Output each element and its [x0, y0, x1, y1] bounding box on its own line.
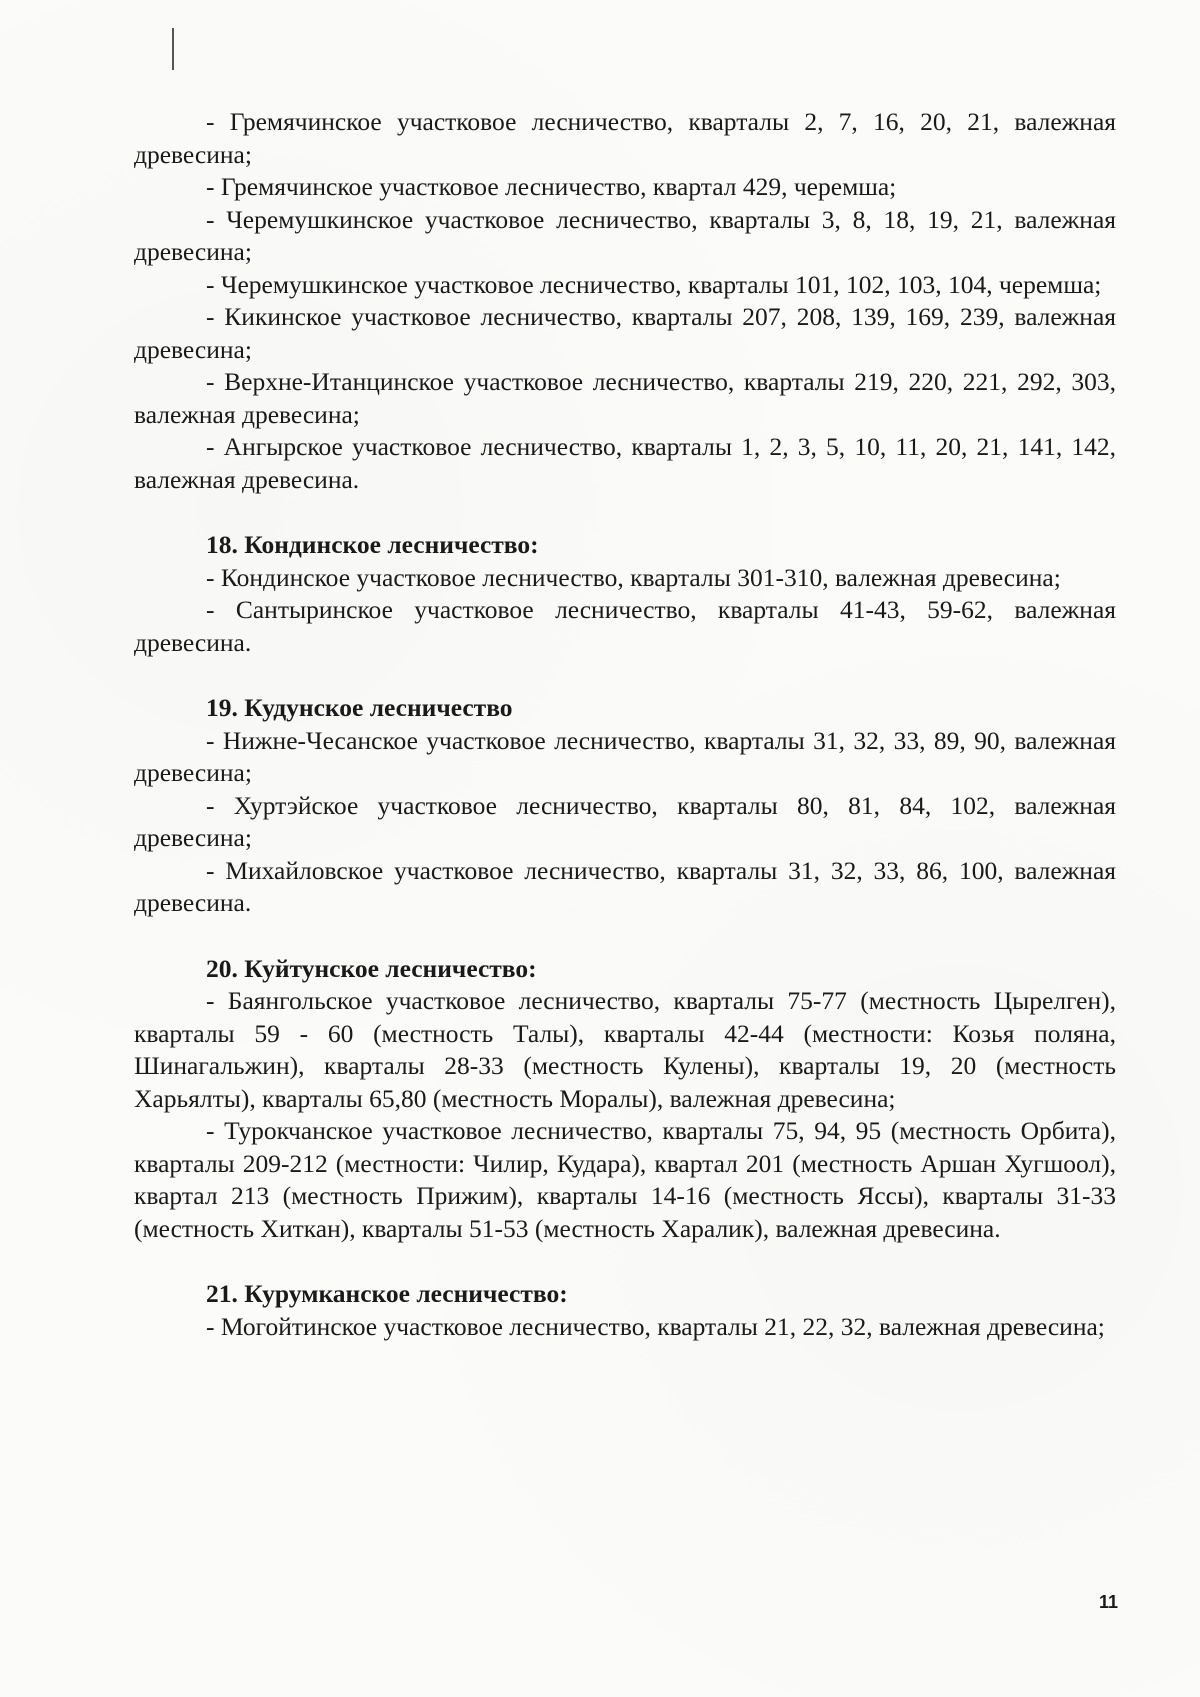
list-item: - Могойтинское участковое лесничество, кварталы 21, 22, 32, валежная древесина;	[206, 1311, 1105, 1341]
list-item: - Баянгольское участковое лесничество, кварталы 75-77 (местность Цырелген), кварталы 59 - 60 (местность Талы), кварталы 42-44 (местности: Козья поляна, Шинагальжин), кварталы 28-33 (местность Кулены), кварталы 19, 20 (местность Харьялты), кварталы 65,80 (местность Моралы), валежная древесина;	[134, 986, 1116, 1113]
list-item: - Ангырское участковое лесничество, кварталы 1, 2, 3, 5, 10, 11, 20, 21, 141, 142, валежная древесина.	[134, 432, 1116, 494]
list-item: - Сантыринское участковое лесничество, кварталы 41-43, 59-62, валежная древесина.	[134, 595, 1116, 657]
list-item: - Кондинское участковое лесничество, кварталы 301-310, валежная древесина;	[206, 562, 1061, 592]
list-item: - Гремячинское участковое лесничество, квартал 429, черемша;	[206, 172, 897, 201]
list-item: - Хуртэйское участковое лесничество, кварталы 80, 81, 84, 102, валежная древесина;	[134, 790, 1116, 852]
section-heading: 21. Курумканское лесничество:	[206, 1279, 568, 1308]
list-item: - Кикинское участковое лесничество, кварталы 207, 208, 139, 169, 239, валежная древесина;	[134, 302, 1116, 364]
section-heading: 18. Кондинское лесничество:	[206, 530, 539, 559]
list-item: - Черемушкинское участковое лесничество, кварталы 3, 8, 18, 19, 21, валежная древесина;	[134, 204, 1116, 266]
list-item: - Михайловское участковое лесничество, кварталы 31, 32, 33, 86, 100, валежная древесина.	[134, 855, 1116, 917]
page-number: 11	[1098, 1592, 1118, 1612]
list-item: - Гремячинское участковое лесничество, кварталы 2, 7, 16, 20, 21, валежная древесина;	[134, 107, 1116, 169]
section-heading: 20. Куйтунское лесничество:	[206, 953, 537, 983]
margin-mark	[172, 28, 174, 70]
list-item: - Черемушкинское участковое лесничество, кварталы 101, 102, 103, 104, черемша;	[206, 269, 1102, 299]
document-body	[134, 106, 1116, 1343]
section-heading: 19. Кудунское лесничество	[206, 693, 513, 722]
list-item: - Турокчанское участковое лесничество, кварталы 75, 94, 95 (местность Орбита), кварталы 209-212 (местности: Чилир, Кудара), квартал 201 (местность Аршан Хугшоол), квартал 213 (местность Прижим), кварталы 14-16 (местность Яссы), кварталы 31-33 (местность Хиткан), кварталы 51-53 (местность Харалик), валежная древесина.	[134, 1116, 1116, 1243]
list-item: - Верхне-Итанцинское участковое лесничество, кварталы 219, 220, 221, 292, 303, валежная древесина;	[134, 367, 1116, 429]
list-item: - Нижне-Чесанское участковое лесничество, кварталы 31, 32, 33, 89, 90, валежная древесина;	[134, 725, 1116, 787]
